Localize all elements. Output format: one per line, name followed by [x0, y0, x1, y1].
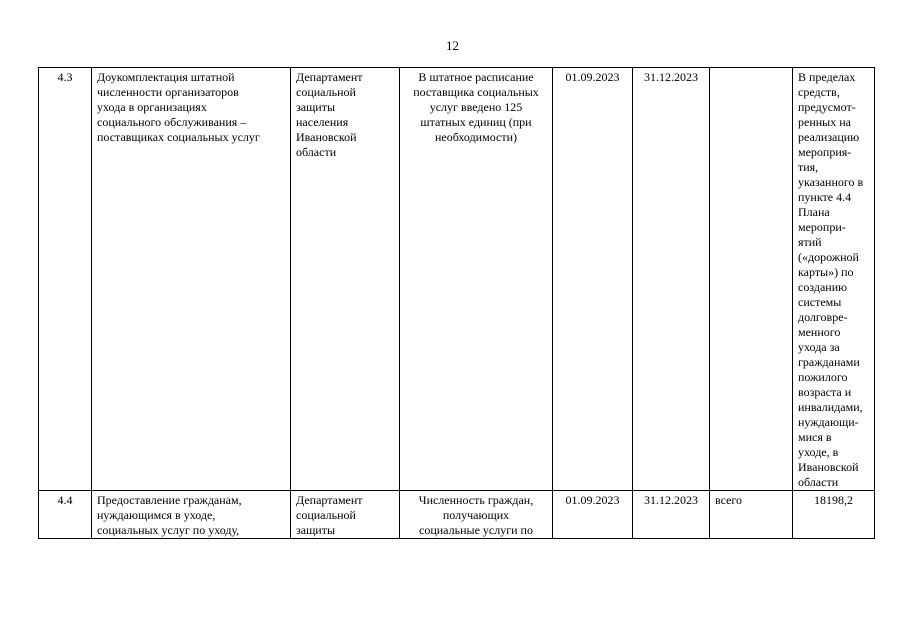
note-line: инвалидами, — [798, 400, 863, 414]
source-cell — [710, 68, 793, 491]
executor-cell — [291, 68, 400, 491]
note-line: долговре- — [798, 310, 848, 324]
funding-note-cell — [793, 68, 875, 491]
executor-line: Департамент — [296, 493, 363, 507]
note-line: карты») по — [798, 265, 854, 279]
measure-line: ухода в организациях — [97, 100, 207, 114]
note-line: указанного в — [798, 175, 864, 189]
executor-line: социальной — [296, 508, 356, 522]
note-line: системы — [798, 295, 842, 309]
action-plan-table — [38, 67, 875, 539]
measure-line: Доукомплектация штатной — [97, 70, 235, 84]
executor-line: Ивановской — [296, 130, 357, 144]
note-line: средств, — [798, 85, 840, 99]
result-line: необходимости) — [434, 130, 517, 144]
amount-cell: 18198,2 — [793, 491, 875, 539]
row-number-cell: 4.3 — [39, 68, 92, 491]
note-line: реализацию — [798, 130, 860, 144]
note-line: ятий — [798, 235, 822, 249]
note-line: ухода за — [798, 340, 840, 354]
measure-line: поставщиках социальных услуг — [97, 130, 260, 144]
measure-cell — [92, 68, 291, 491]
executor-line: защиты — [296, 523, 336, 537]
note-line: меропри- — [798, 220, 846, 234]
result-line: социальные услуги по — [419, 523, 533, 537]
source-cell: всего — [710, 491, 793, 539]
result-line: получающих — [442, 508, 510, 522]
end-date-cell: 31.12.2023 — [633, 68, 710, 491]
note-line: В пределах — [798, 70, 856, 84]
table-row — [39, 68, 875, 491]
note-line: тия, — [798, 160, 819, 174]
executor-line: населения — [296, 115, 349, 129]
result-cell — [400, 68, 553, 491]
start-date-cell: 01.09.2023 — [553, 491, 633, 539]
note-line: мися в — [798, 430, 832, 444]
result-line: поставщика социальных — [413, 85, 539, 99]
executor-line: Департамент — [296, 70, 363, 84]
note-line: гражданами — [798, 355, 860, 369]
page-number: 12 — [446, 38, 459, 53]
note-line: («дорожной — [798, 250, 859, 264]
measure-line: нуждающимся в уходе, — [97, 508, 216, 522]
note-line: предусмот- — [798, 100, 856, 114]
measure-line: Предоставление гражданам, — [97, 493, 242, 507]
note-line: менного — [798, 325, 841, 339]
result-line: услуг введено 125 — [429, 100, 523, 114]
result-line: Численность граждан, — [418, 493, 534, 507]
result-cell — [400, 491, 553, 539]
note-line: пожилого — [798, 370, 848, 384]
measure-line: социальных услуг по уходу, — [97, 523, 240, 537]
note-line: ренных на — [798, 115, 851, 129]
executor-line: области — [296, 145, 337, 159]
end-date-cell: 31.12.2023 — [633, 491, 710, 539]
note-line: Плана — [798, 205, 830, 219]
measure-cell — [92, 491, 291, 539]
row-number-cell: 4.4 — [39, 491, 92, 539]
note-line: мероприя- — [798, 145, 852, 159]
executor-line: социальной — [296, 85, 356, 99]
executor-line: защиты — [296, 100, 336, 114]
result-line: В штатное расписание — [418, 70, 534, 84]
note-line: уходе, в — [798, 445, 839, 459]
note-line: области — [798, 475, 839, 489]
note-line: Ивановской — [798, 460, 859, 474]
measure-line: социального обслуживания – — [97, 115, 247, 129]
note-line: нуждающи- — [798, 415, 859, 429]
measure-line: численности организаторов — [97, 85, 239, 99]
result-line: штатных единиц (при — [420, 115, 532, 129]
note-line: пункте 4.4 — [798, 190, 852, 204]
start-date-cell: 01.09.2023 — [553, 68, 633, 491]
executor-cell — [291, 491, 400, 539]
table-row — [39, 491, 875, 539]
note-line: созданию — [798, 280, 848, 294]
note-line: возраста и — [798, 385, 852, 399]
